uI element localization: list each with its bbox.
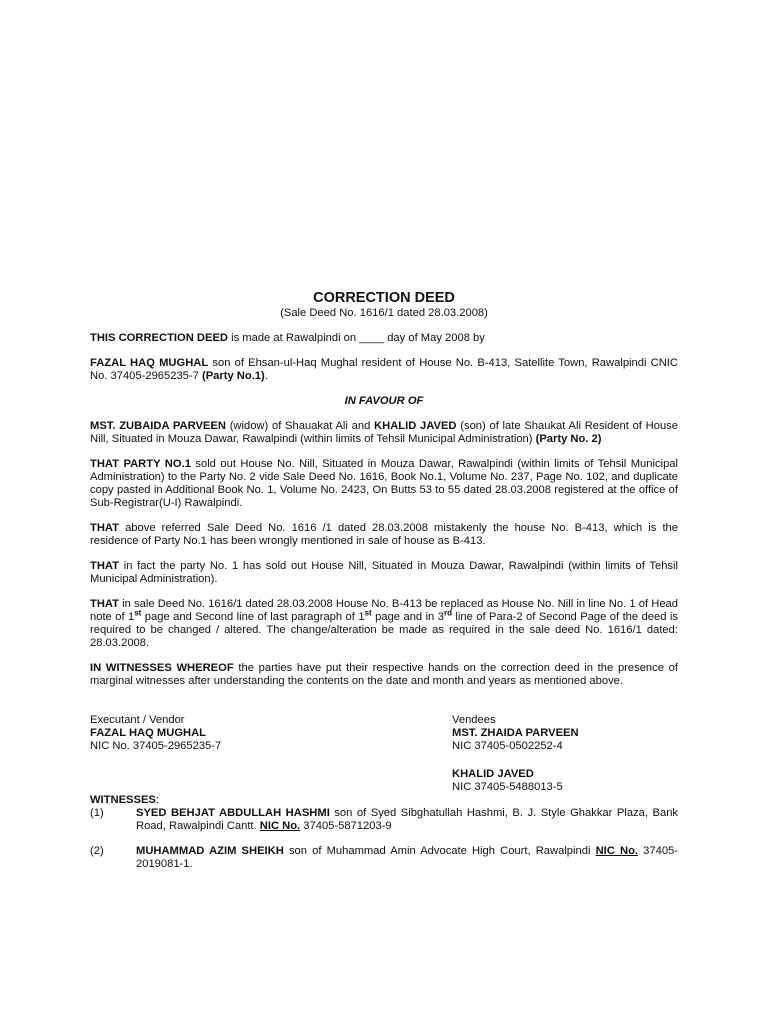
party1-paragraph [90,357,678,383]
witness-item-2 [90,845,678,871]
witness-2-nic: 37405-2019081-1. [136,845,679,870]
signature-block [90,714,678,793]
witnesses-heading [90,794,678,807]
intro-text: is made at Rawalpindi on ____ day of May 2008 by [228,332,485,344]
clause-2-bold: THAT [90,522,119,534]
clause-4-text-a: in sale Deed No. 1616/1 dated 28.03.2008 House No. B-413 be replaced as House No. Nill in line No. 1 of Head note of 1 [90,598,678,623]
clause-4-text-d: line of Para-2 of Second Page of the deed is required to be changed / altered. The change/alteration be made as required in the sale deed No. 1616/1 dated: 28.03.2008. [90,611,678,649]
clause-3-text: in fact the party No. 1 has sold out House Nill, Situated in Mouza Dawar, Rawalpindi (within limits of Tehsil Municipal Administration). [90,560,678,585]
intro-paragraph [90,332,678,345]
document-subtitle: (Sale Deed No. 1616/1 dated 28.03.2008) [280,307,488,319]
witness-clause [90,662,678,688]
vendees-block [452,714,579,753]
witness-1-number: (1) [90,807,104,819]
clause-4 [90,598,678,650]
witness-1-details: son of Syed Sibghatullah Hashmi, B. J. Style Ghakkar Plaza, Bank Road, Rawalpindi Cantt. [136,807,679,832]
clause-4-text-c: page and in 3 [371,611,444,623]
clause-2-text: above referred Sale Deed No. 1616 /1 dated 28.03.2008 mistakenly the house No. B-413, which is the residence of Party No.1 has been wrongly mentioned in sale of house as B-413. [90,522,678,547]
vendee2-block [452,768,563,794]
clause-4-sup-c: rd [443,608,452,618]
party2-paragraph [90,420,678,446]
clause-4-bold: THAT [90,598,119,610]
vendee2-nic: NIC 37405-5488013-5 [452,781,563,793]
clause-4-text-b: page and Second line of last paragraph of 1 [141,611,365,623]
vendee1-name [452,727,579,740]
executant-label: Executant / Vendor [90,714,185,726]
clause-2 [90,522,678,548]
witness-1-nic-label: NIC No. [259,820,301,832]
document-title: CORRECTION DEED [313,290,455,306]
vendee1-nic: NIC 37405-0502252-4 [452,740,563,752]
party2-text2: (son) of late Shaukat Ali Resident of House Nill, Situated in Mouza Dawar, Rawalpindi (within limits of Tehsil Municipal Administration) [90,420,678,445]
vendees-label: Vendees [452,714,496,726]
clause-3 [90,560,678,586]
clause-1-bold: THAT PARTY NO.1 [90,458,191,470]
witness-2-text [136,845,678,871]
witness-2-name: MUHAMMAD AZIM SHEIKH [136,845,284,857]
party2-tag: (Party No. 2) [535,433,602,445]
clause-1-text: sold out House No. Nill, Situated in Mouza Dawar, Rawalpindi (within limits of Tehsil Municipal Administration) to the Party No. 2 vide Sale Deed No. 1616, Book No.1, Volume No. 237, Page No. 102, and duplicate copy pasted in Additional Book No. 1, Volume No. 2423, On Butts 53 to 55 dated 28.03.2008 registered at the office of Sub-Registrar(U-I) Rawalpindi. [90,458,678,509]
witness-2-nic-label: NIC No. [595,845,639,857]
party1-name: FAZAL HAQ MUGHAL [90,357,209,369]
vendee2-name-text: KHALID JAVED [452,768,534,780]
vendee2-name [452,768,563,781]
party1-text: son of Ehsan-ul-Haq Mughal resident of House No. B-413, Satellite Town, Rawalpindi CNIC No. 37405-2965235-7 [90,357,678,382]
witnesses-heading-colon: : [155,794,159,806]
intro-bold: THIS CORRECTION DEED [90,332,228,344]
witness-clause-bold: IN WITNESSES WHEREOF [90,662,234,674]
vendee1-name-text: MST. ZHAIDA PARVEEN [452,727,579,739]
executant-name-text: FAZAL HAQ MUGHAL [90,727,207,739]
clause-4-sup-a: st [134,608,142,618]
executant-nic: NIC No. 37405-2965235-7 [90,740,222,752]
party2-text1: (widow) of Shauakat Ali and [225,420,375,432]
party2-name2: KHALID JAVED [374,420,457,432]
witness-2-details: son of Muhammad Amin Advocate High Court, Rawalpindi [283,845,596,857]
party1-end: . [264,370,268,382]
party2-name1: MST. ZUBAIDA PARVEEN [90,420,226,432]
in-favour-heading: IN FAVOUR OF [344,395,424,407]
executant-name [90,727,221,740]
witness-2-number: (2) [90,845,104,857]
witness-1-name: SYED BEHJAT ABDULLAH HASHMI [136,807,330,819]
witnesses-heading-text: WITNESSES [90,794,156,806]
correction-deed-document [90,290,678,871]
party1-tag: (Party No.1) [201,370,265,382]
clause-3-bold: THAT [90,560,119,572]
clause-4-sup-b: st [364,608,372,618]
witness-1-nic: 37405-5871203-9 [300,820,392,832]
witness-1-text [136,807,678,833]
witness-item-1 [90,807,678,833]
clause-1 [90,458,678,510]
executant-block [90,714,221,753]
witness-clause-text: the parties have put their respective hands on the correction deed in the presence of marginal witnesses after understanding the contents on the date and month and years as mentioned above. [90,662,678,687]
